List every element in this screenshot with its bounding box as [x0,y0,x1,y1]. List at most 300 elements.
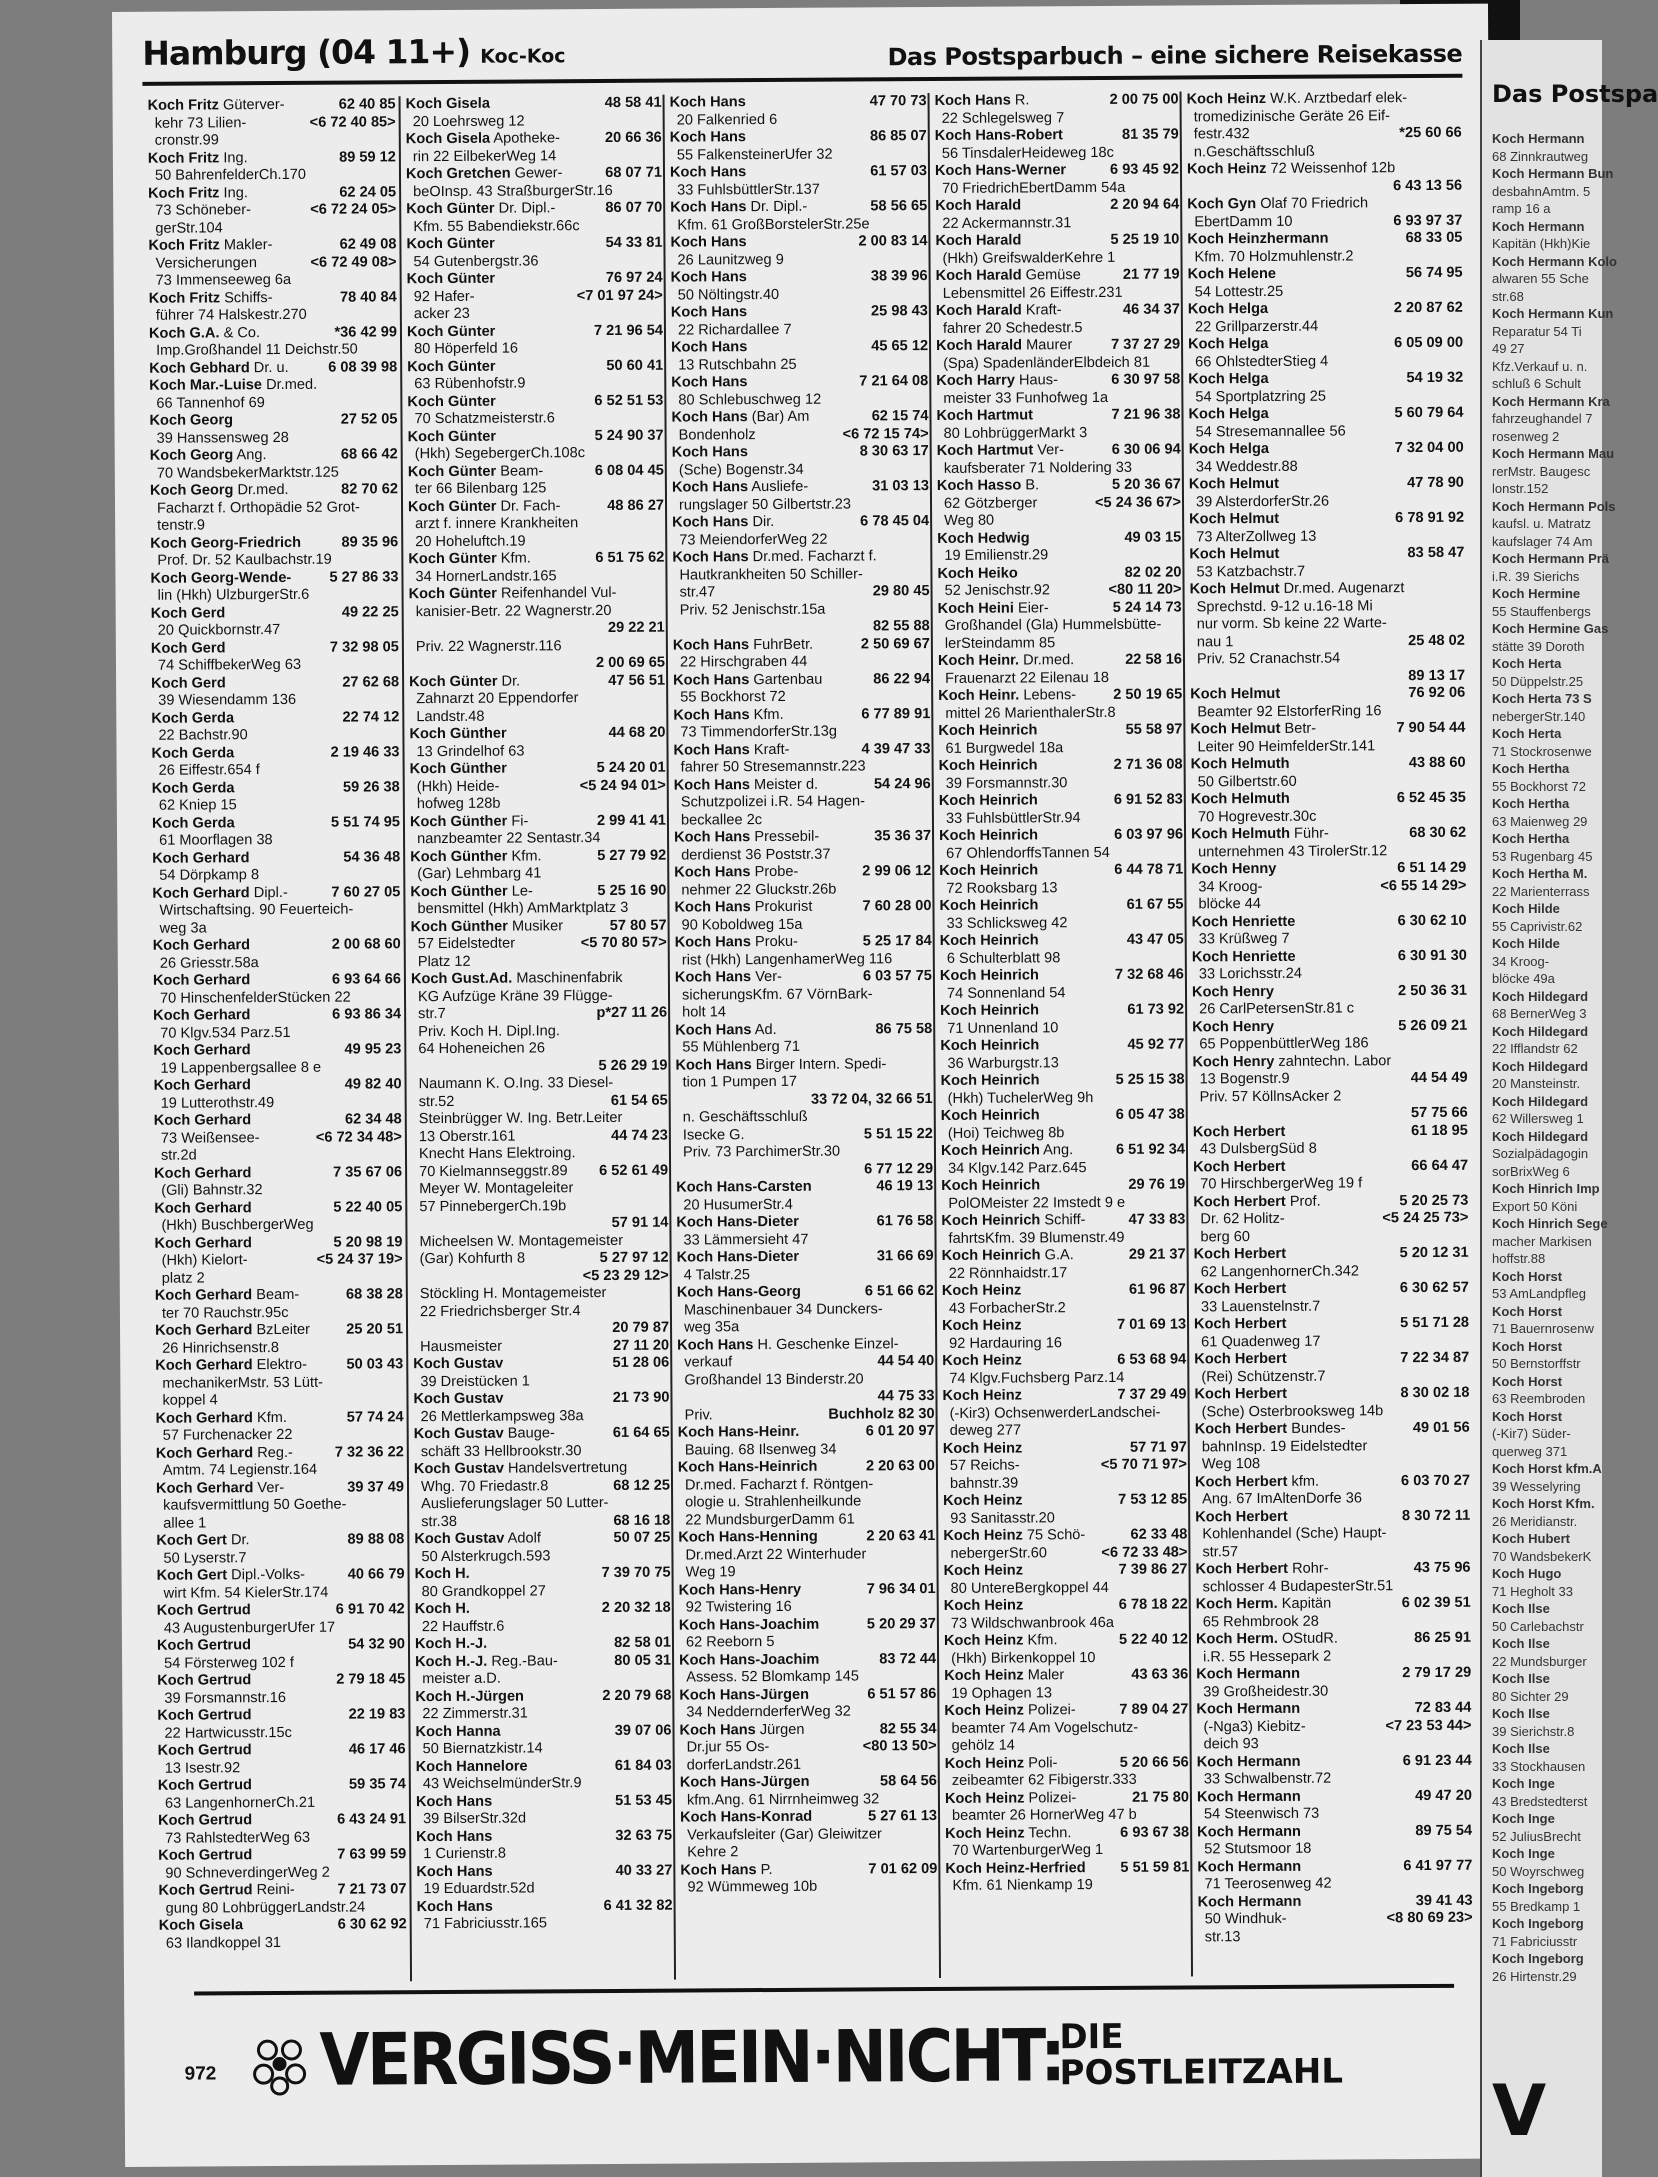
entry-text: fahrer 20 Schedestr.5 [942,319,1083,337]
directory-entry [674,1685,939,1704]
directory-entry [1187,1017,1470,1036]
entry-text: kfm.Ang. 61 Nirrnheimweg 32 [686,1790,880,1809]
directory-entry [146,639,402,658]
next-page-line: Koch Ilse [1492,1671,1550,1686]
entry-text: beOInsp. 43 StraßburgerStr.16 [413,182,613,200]
directory-entry-line [667,461,932,480]
phone-number: 2 79 18 45 [336,1671,406,1688]
directory-entry-line [935,1019,1187,1038]
entry-text: Koch Fritz Güterver- [147,96,285,114]
next-page-line: lonstr.152 [1492,481,1549,496]
phone-number: 20 66 36 [604,129,662,146]
directory-entry [933,721,1185,740]
directory-entry-line [1185,737,1468,756]
directory-entry [931,371,1183,390]
entry-text: 13 Rutschbahn 25 [678,356,797,374]
directory-entry [153,1811,409,1830]
directory-entry [411,1792,675,1811]
entry-text: Landstr.48 [416,708,485,725]
entry-text: Koch Heinrich G.A. [941,1247,1074,1264]
entry-text: Koch Fritz Schiffs- [148,289,273,307]
directory-entry-line [931,284,1183,303]
phone-number: 5 25 17 84 [862,933,932,950]
entry-text: arzt f. innere Krankheiten [415,515,579,533]
phone-number: 6 01 20 97 [865,1423,935,1440]
phone-number: 5 27 86 33 [329,568,399,586]
directory-entry-line [146,656,402,675]
entry-text: Koch Günter Dr. [409,673,521,690]
phone-number: <7 23 53 44> [1385,1717,1472,1734]
phone-number: 6 05 09 00 [1394,334,1464,352]
phone-number: 58 56 65 [870,198,928,215]
entry-text: Koch Hans-Heinr. [677,1423,800,1441]
directory-entry-line [147,796,403,815]
directory-entry [143,184,399,203]
entry-text: Koch Hans-Jürgen [679,1686,810,1704]
entry-text: 39 Wiesendamm 136 [158,691,297,709]
entry-text: Priv. 52 Cranachstr.54 [1196,650,1341,668]
entry-text: 80 UntereBergkoppel 44 [950,1579,1109,1597]
entry-text: 62 Kniep 15 [158,797,237,814]
directory-entry-line [411,1740,675,1759]
footer-rule [194,1984,1454,1996]
directory-entry-line [672,1265,937,1284]
directory-entry [410,1722,674,1741]
entry-text: 22 Schlegelsweg 7 [941,109,1065,127]
directory-entry [666,373,931,392]
entry-text: 57 PinnebergerCh.19b [419,1197,567,1215]
directory-entry-line [403,567,667,586]
phone-number: 2 79 17 29 [1402,1664,1472,1682]
entry-text: Meyer W. Montageleiter [419,1180,574,1198]
phone-number: 81 35 79 [1121,126,1179,143]
phone-number: 61 64 65 [612,1424,670,1441]
entry-text: Koch Hans [415,1793,493,1810]
directory-entry [1189,1245,1472,1264]
directory-entry-line [936,1194,1188,1213]
next-page-line: Koch Hildegard [1492,1023,1589,1039]
directory-entry [933,686,1185,705]
next-page-line: 20 Mansteinstr. [1492,1076,1581,1091]
next-page-line: Koch Ilse [1492,1706,1550,1721]
next-page-line: 26 Meridianstr. [1492,1513,1578,1529]
phone-number: 5 20 29 37 [866,1615,936,1632]
directory-entry [145,481,401,500]
directory-entry-line [1193,1910,1476,1929]
directory-entry [940,1754,1192,1773]
directory-entry-line [152,1654,408,1673]
directory-entry [1186,825,1469,844]
directory-entry-line [940,1736,1192,1755]
directory-entry [1192,1857,1475,1876]
directory-entry [1183,370,1466,389]
next-page-line: Koch Hildegard [1492,988,1589,1004]
entry-text: tion 1 Pumpen 17 [682,1073,798,1091]
directory-entry-line [409,1495,673,1514]
directory-entry-line [670,1038,935,1057]
directory-entry-line [672,1353,937,1372]
entry-text: 54 Steenwisch 73 [1203,1805,1320,1823]
directory-entry-line [931,319,1183,338]
directory-entry-line [1187,1035,1470,1054]
phone-number: 6 51 66 62 [864,1283,934,1300]
phone-number: <6 55 14 29> [1380,877,1467,894]
entry-text: 4 Talstr.25 [683,1266,751,1284]
directory-entry-line [672,1300,937,1319]
phone-number: 86 75 58 [875,1020,933,1037]
directory-entry [674,1720,939,1739]
phone-number: 5 20 98 19 [333,1233,403,1251]
entry-text: 57 Reichs- [949,1457,1020,1474]
directory-entry-line [143,254,399,273]
directory-entry-line [934,809,1186,828]
entry-text: deweg 277 [949,1422,1022,1439]
directory-entry-line [404,602,668,621]
entry-text: Koch Henriette [1191,913,1296,930]
phone-number: 86 25 91 [1414,1629,1472,1647]
phone-number: 80 05 31 [614,1652,672,1669]
directory-entry-line [673,1440,938,1459]
phone-number: 7 21 96 54 [593,322,664,339]
entry-text: 73 RahlstedterWeg 63 [165,1829,311,1847]
directory-entry [148,1006,404,1025]
directory-entry-line [146,621,402,640]
directory-entry-line [1185,597,1468,616]
next-page-line: rerMstr. Baugesc [1492,463,1591,479]
entry-text: KG Aufzüge Kräne 39 Flügge- [417,987,613,1005]
directory-entry-line [148,989,404,1008]
entry-text: Koch Harald Kraft- [935,302,1062,319]
column-2 [399,95,677,1982]
directory-entry [153,1846,409,1865]
entry-text: hofweg 128b [416,795,501,813]
directory-entry [934,826,1186,845]
entry-text: Koch Hans R. [934,92,1030,109]
directory-entry [1182,160,1465,179]
directory-entry-line [665,181,930,200]
directory-entry-line [938,1474,1190,1493]
entry-text: Koch Gisela [158,1917,244,1934]
directory-entry-line [404,742,668,761]
entry-text: 50 Nöltingstr.40 [677,286,780,304]
directory-entry [1186,790,1469,809]
directory-entry-line [671,1090,936,1109]
directory-entry-line [1189,1262,1472,1281]
entry-text: Koch Gertrud [158,1812,253,1829]
directory-entry-line [673,1545,938,1564]
directory-entry [670,1055,935,1074]
directory-entry [669,775,934,794]
next-page-line: 22 Ifflandstr 62 [1492,1041,1578,1056]
entry-text: Frauenarzt 22 Eilenau 18 [945,669,1110,687]
next-page-line: 39 Wesselyring [1492,1478,1581,1494]
next-page-line: Reparatur 54 Ti [1492,323,1582,339]
directory-entry-line [411,1775,675,1794]
phone-number: 47 78 90 [1407,474,1464,492]
entry-text: 63 LangenhornerCh.21 [164,1794,316,1812]
phone-number: 44 68 20 [608,724,666,741]
phone-number: 86 85 07 [869,128,927,145]
directory-entry [668,635,933,654]
next-page-line: rosenweg 2 [1492,428,1560,444]
phone-number: p*27 11 26 [596,1004,668,1022]
directory-entry-line [149,1129,405,1148]
directory-entry-line [403,532,667,551]
directory-entry [935,1001,1187,1020]
entry-text: acker 23 [413,305,470,323]
directory-entry-line [1182,125,1465,144]
phone-number: 51 28 06 [612,1354,670,1371]
phone-number: 46 34 37 [1122,301,1180,318]
phone-number: 49 47 20 [1415,1787,1472,1804]
entry-text: 50 BahrenfelderCh.170 [154,166,306,184]
phone-number: 38 39 96 [870,268,928,285]
directory-entry-line [671,1230,936,1249]
entry-text: Koch Fritz Makler- [148,237,273,254]
phone-number: 6 30 97 58 [1111,371,1181,388]
slogan-postleitzahl-word: POSTLEITZAHL [1059,2051,1344,2094]
entry-text: Koch Günter Reifenhandel Vul- [408,584,617,603]
directory-entry-line [935,949,1187,968]
directory-entry [940,1859,1192,1878]
directory-entry [935,931,1187,950]
entry-text: 71 Teerosenweg 42 [1204,1875,1332,1893]
entry-text: 62 LangenhornerCh.342 [1200,1262,1359,1280]
entry-text: 93 Sanitasstr.20 [950,1509,1055,1527]
directory-entry-line [666,356,931,375]
directory-entry-line [402,287,666,306]
next-page-line: sorBrixWeg 6 [1492,1163,1570,1179]
directory-entry [1188,1122,1471,1141]
entry-text: Koch Heinz [943,1562,1024,1579]
entry-text: Koch Hermann [1197,1893,1302,1910]
phone-number: 5 24 14 73 [1112,598,1182,616]
directory-entry [409,1530,673,1549]
entry-text: weg 3a [159,919,207,937]
directory-entry [934,791,1186,810]
directory-entry-line [144,341,400,360]
next-page-line: Koch Ingeborg [1492,1881,1584,1896]
directory-entry-line [406,1057,670,1076]
entry-text: Koch Hermann [1197,1823,1301,1840]
directory-entry [405,812,669,831]
entry-text: (Hkh) Heide- [416,778,500,795]
directory-entry-line [672,1318,937,1337]
directory-entry [405,760,669,779]
directory-entry-line [405,865,669,884]
directory-entry [150,1286,406,1305]
phone-number: 68 38 28 [345,1286,403,1303]
next-page-line: Koch Hermann [1492,131,1585,146]
entry-text: 61 Burgwedel 18a [945,739,1064,757]
directory-entry [1191,1630,1474,1649]
phone-number: 2 71 36 08 [1113,756,1183,773]
directory-entry [403,497,667,516]
entry-text: 1 Curienstr.8 [423,1845,507,1863]
next-page-line: hoffstr.88 [1492,1251,1546,1266]
directory-entry-line [1185,702,1468,721]
entry-text: 50 Biernatzkistr.14 [422,1740,543,1758]
entry-text: Ang. 67 ImAltenDorfe 36 [1202,1490,1362,1508]
directory-entry-line [406,935,670,954]
directory-entry-line [1185,667,1468,686]
next-page-line: 55 Stauffenbergs [1492,603,1591,619]
phone-number: <6 72 40 85> [309,113,396,131]
entry-text: Koch Gyn Olaf 70 Friedrich [1187,195,1369,213]
phone-number: 83 58 47 [1407,544,1465,562]
entry-text: 39 BilserStr.32d [422,1810,527,1828]
entry-text: beamter 26 HornerWeg 47 b [951,1806,1137,1824]
entry-text: 22 Hartwicusstr.15c [164,1724,292,1742]
phone-number: 47 56 51 [608,672,666,689]
next-page-line: 68 Zinnkrautweg [1492,148,1589,164]
entry-text: Koch Harald Maurer [936,337,1073,354]
phone-number: 72 83 44 [1414,1699,1472,1717]
entry-text: Koch Heini Eier- [937,599,1049,617]
entry-text: Beamter 92 ElstorferRing 16 [1197,702,1382,720]
directory-entry-line [675,1825,940,1844]
phone-number: 2 00 83 14 [858,233,928,250]
entry-text: Koch Herbert [1195,1508,1288,1525]
directory-entry [931,266,1183,285]
directory-entry-line [404,655,668,674]
entry-text: Prof. Dr. 52 Kaulbachstr.19 [157,551,332,569]
directory-entry-line [939,1684,1191,1703]
next-page-line: macher Markisen [1492,1233,1592,1249]
entry-text: 22 Zimmerstr.31 [422,1705,528,1723]
directory-entry [412,1897,676,1916]
phone-number: 6 78 91 92 [1395,509,1465,527]
directory-entry [402,357,666,376]
directory-entry-line [665,216,930,235]
phone-number: 57 75 66 [1410,1104,1468,1122]
entry-text: Koch Gerhard [152,972,251,989]
phone-number: <5 70 80 57> [580,934,667,952]
directory-entry [936,1211,1188,1230]
directory-entry-line [1184,562,1467,581]
phone-number: 2 50 19 65 [1113,686,1183,703]
next-page-line: Koch Horst [1492,1303,1563,1319]
entry-text: nehmer 22 Gluckstr.26b [681,881,837,899]
entry-text: Auslieferungslager 50 Lutter- [421,1494,609,1513]
directory-entry-line [671,1160,936,1179]
entry-text: Koch Herbert [1194,1385,1287,1403]
directory-entry-line [152,1689,408,1708]
entry-text: Schutzpolizei i.R. 54 Hagen- [680,793,866,811]
entry-text: n.Geschäftsschluß [1193,143,1315,160]
entry-text: 52 Jenischstr.92 [944,582,1051,599]
entry-text: Koch Henry [1191,983,1274,1000]
entry-text: Koch Helmuth [1190,790,1290,808]
directory-columns [143,90,1474,1983]
directory-entry [153,1776,409,1795]
phone-number: 61 18 95 [1410,1122,1468,1139]
entry-text: (Gar) Lehmbarg 41 [417,865,542,883]
phone-number: 89 88 08 [347,1531,405,1548]
next-page-line: Koch Hildegard [1492,1093,1589,1109]
phone-number: 5 22 40 05 [333,1198,403,1216]
directory-entry-line [145,429,401,448]
phone-number: <6 72 33 48> [1101,1543,1188,1561]
directory-entry [940,1789,1192,1808]
phone-number: 6 41 97 77 [1403,1857,1473,1874]
entry-text: Koch Gert Dr. [156,1532,250,1549]
header-city [142,31,565,73]
entry-text: 36 Warburgstr.13 [947,1054,1059,1072]
directory-entry-line [1190,1455,1473,1474]
entry-text: n. Geschäftsschluß [682,1108,808,1126]
entry-text: Koch Günther [409,760,507,778]
next-page-line: Koch Hugo [1492,1566,1562,1581]
entry-text: (-Kir3) OchsenwerderLandschei- [949,1404,1161,1422]
entry-text: Koch Heinzhermann [1187,230,1329,248]
directory-entry [1182,230,1465,249]
entry-text: 63 Rübenhofstr.9 [414,375,526,393]
entry-text: Koch Hans [670,269,747,286]
entry-text: (Hkh) BuschbergerWeg [161,1216,314,1234]
phone-number: 7 01 69 13 [1117,1316,1187,1333]
directory-entry-line [674,1633,939,1652]
entry-text: Koch Gertrud [158,1847,253,1864]
phone-number: 21 75 80 [1132,1788,1189,1806]
directory-entry [1184,475,1467,494]
directory-entry [675,1860,940,1879]
phone-number: <80 11 20> [1108,581,1182,598]
entry-text: Koch Mar.-Luise Dr.med. [149,376,318,394]
next-page-line: 70 WandsbekerK [1492,1548,1592,1564]
entry-text: kaufsvermittlung 50 Goethe- [163,1496,347,1514]
entry-text: 13 Oberstr.161 [418,1128,516,1145]
entry-text: Koch Hans [669,129,747,146]
directory-entry [667,443,932,462]
entry-text: Koch Günter Dr. Dipl.- [406,200,556,218]
directory-entry [402,392,666,411]
entry-text: lerSteindamm 85 [944,634,1056,652]
directory-entry-line [144,306,400,325]
entry-text: Koch H.-J. Reg.-Bau- [415,1652,558,1670]
next-page-line: Koch Hermann Mau [1492,446,1615,461]
directory-entry [932,441,1184,460]
phone-number: 5 51 74 95 [330,813,401,831]
entry-text: Koch Günther Le- [410,882,533,900]
entry-text: Koch Günter [407,428,497,445]
directory-entry-line [939,1614,1191,1633]
phone-number: 6 30 91 30 [1397,947,1467,964]
directory-entry-line [674,1703,939,1722]
directory-entry-line [150,1269,406,1288]
next-page-line: Koch Herta 73 S [1492,691,1592,706]
entry-text: meister a.D. [422,1670,501,1688]
entry-text: Weg 108 [1201,1456,1261,1473]
directory-entry-line [407,1232,671,1251]
phone-number: 2 20 79 68 [602,1687,672,1704]
phone-number: 54 33 81 [605,234,663,251]
entry-text: 26 Mettlerkampsweg 38a [420,1407,584,1425]
phone-number: 7 22 34 87 [1400,1349,1470,1367]
entry-text: cronstr.99 [154,132,219,149]
directory-entry-line [406,1005,670,1024]
entry-text: Koch Hans Ver- [674,968,783,986]
directory-entry [410,1635,674,1654]
name-range: Koc-Koc [480,45,566,68]
entry-text: Koch Gerhard [154,1199,252,1217]
entry-text: 54 Lottestr.25 [1194,283,1284,300]
directory-entry [1190,1420,1473,1439]
directory-entry-line [673,1405,938,1424]
phone-number: 6 93 86 34 [332,1006,402,1023]
phone-number: 57 71 97 [1129,1438,1187,1456]
phone-number: 2 20 32 18 [601,1599,671,1617]
